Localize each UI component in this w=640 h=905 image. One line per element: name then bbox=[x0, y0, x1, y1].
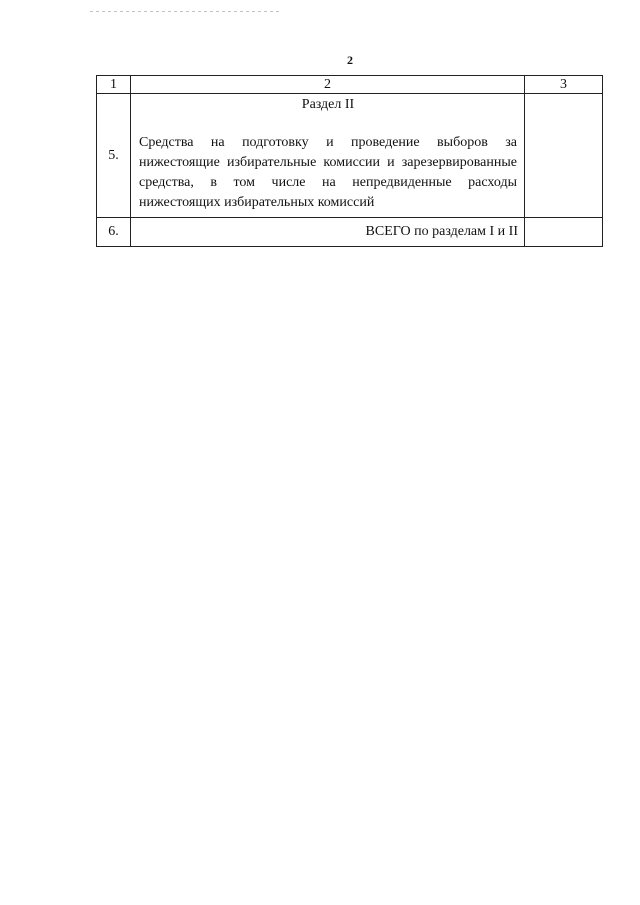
page-number: 2 bbox=[347, 53, 353, 67]
total-label: ВСЕГО по разделам I и II bbox=[131, 218, 525, 247]
row-number: 6. bbox=[97, 218, 131, 247]
table-row-section-2 bbox=[97, 94, 603, 218]
header-cell-1: 1 bbox=[97, 76, 131, 94]
row-value bbox=[525, 94, 603, 218]
section-text: Средства на подготовку и проведение выборов за нижестоящие избирательные комиссии и зарезервированные средства, в том числе на непредвиденные расходы нижестоящих избирательных комиссий bbox=[139, 135, 517, 210]
header-cell-3: 3 bbox=[525, 76, 603, 94]
table-header-row bbox=[97, 76, 603, 94]
budget-table bbox=[96, 75, 603, 247]
table-row-total bbox=[97, 218, 603, 247]
header-cell-2: 2 bbox=[131, 76, 525, 94]
total-value bbox=[525, 218, 603, 247]
row-description bbox=[131, 94, 525, 218]
row-number: 5. bbox=[97, 94, 131, 218]
scan-artifact-line bbox=[90, 11, 280, 12]
section-title: Раздел II bbox=[301, 97, 355, 112]
